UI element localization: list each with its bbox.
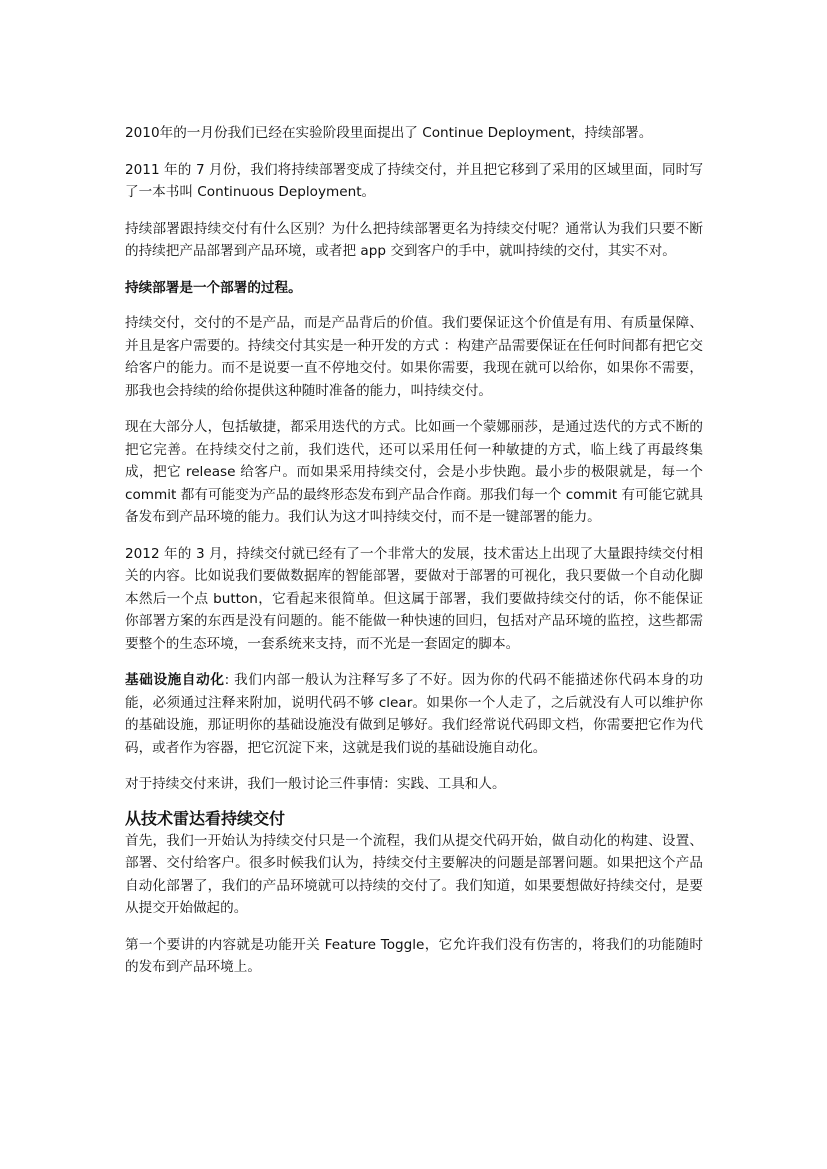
- paragraph: 第一个要讲的内容就是功能开关 Feature Toggle，它允许我们没有伤害的，将我们的功能随时的发布到产品环境上。: [125, 936, 703, 975]
- document-body: [125, 122, 703, 993]
- section-heading: 持续部署是一个部署的过程。: [125, 279, 302, 296]
- paragraph: 2011 年的 7 月份，我们将持续部署变成了持续交付，并且把它移到了采用的区域里面，同时写了一本书叫 Continuous Deployment。: [125, 161, 703, 200]
- paragraph: 现在大部分人，包括敏捷，都采用迭代的方式。比如画一个蒙娜丽莎，是通过迭代的方式不断的把它完善。在持续交付之前，我们迭代，还可以采用任何一种敏捷的方式，临上线了再最终集成，把它 release 给客户。而如果采用持续交付，会是小步快跑。最小步的极限就是，每一个 commit 都有可能变为产品的最终形态发布到产品合作商。那我们每一个 commit 有可能它就具备发布到产品环境的能力。我们认为这才叫持续交付，而不是一键部署的能力。: [125, 419, 703, 525]
- paragraph: 对于持续交付来讲，我们一般讨论三件事情：实践、工具和人。: [125, 776, 506, 792]
- paragraph: 2010年的一月份我们已经在实验阶段里面提出了 Continue Deployment，持续部署。: [125, 125, 653, 141]
- section-title: 从技术雷达看持续交付: [125, 808, 286, 828]
- paragraph-lead-term: 基础设施自动化: [125, 672, 225, 688]
- paragraph: 首先，我们一开始认为持续交付只是一个流程，我们从提交代码开始，做自动化的构建、设置、部署、交付给客户。很多时候我们认为，持续交付主要解决的问题是部署问题。如果把这个产品自动化部署了，我们的产品环境就可以持续的交付了。我们知道，如果要想做好持续交付，是要从提交开始做起的。: [125, 832, 703, 916]
- paragraph-infrastructure: [125, 669, 703, 759]
- paragraph: 2012 年的 3 月，持续交付就已经有了一个非常大的发展，技术雷达上出现了大量跟持续交付相关的内容。比如说我们要做数据库的智能部署，要做对于部署的可视化，我只要做一个自动化脚本然后一个点 button，它看起来很简单。但这属于部署，我们要做持续交付的话，你不能保证你部署方案的东西是没有问题的。能不能做一种快速的回归，包括对产品环境的监控，这些都需要整个的生态环境，一套系统来支持，而不光是一套固定的脚本。: [125, 545, 703, 652]
- paragraph-text: : 我们内部一般认为注释写多了不好。因为你的代码不能描述你代码本身的功能，必须通过注释来附加，说明代码不够 clear。如果你一个人走了，之后就没有人可以维护你的基础设施，那证明你的基础设施没有做到足够好。我们经常说代码即文档，你需要把它作为代码，或者作为容器，把它沉淀下来，这就是我们说的基础设施自动化。: [125, 672, 703, 756]
- paragraph: 持续部署跟持续交付有什么区别？为什么把持续部署更名为持续交付呢？通常认为我们只要不断的持续把产品部署到产品环境，或者把 app 交到客户的手中，就叫持续的交付，其实不对。: [125, 220, 703, 259]
- paragraph: 持续交付，交付的不是产品，而是产品背后的价值。我们要保证这个价值是有用、有质量保障、并且是客户需要的。持续交付其实是一种开发的方式 ：构建产品需要保证在任何时间都有把它交给客户的能力。而不是说要一直不停地交付。如果你需要，我现在就可以给你，如果你不需要，那我也会持续的给你提供这种随时准备的能力，叫持续交付。: [125, 315, 703, 399]
